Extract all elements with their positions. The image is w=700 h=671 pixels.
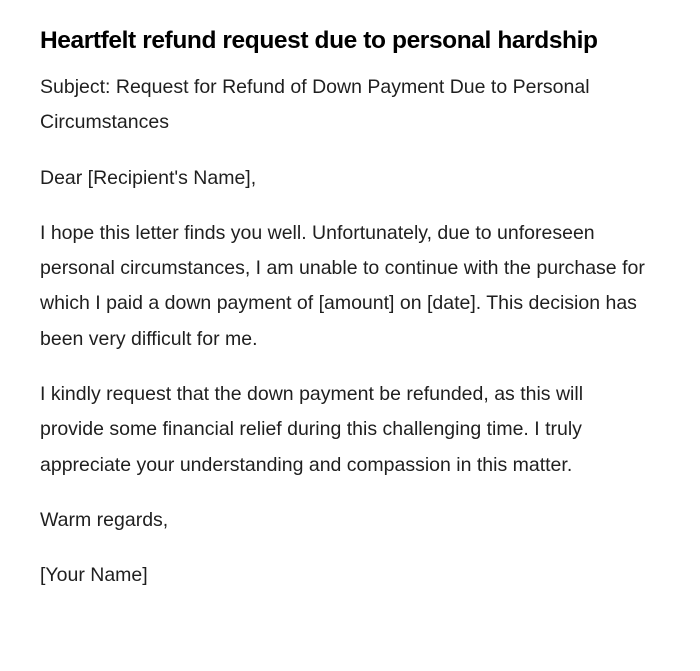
signature: [Your Name] (40, 564, 148, 587)
page-title: Heartfelt refund request due to personal hardship (40, 27, 598, 54)
letter (40, 24, 646, 614)
body-paragraph-1: I hope this letter finds you well. Unfortunately, due to unforeseen personal circumstances, I am unable to continue with the purchase for which I paid a down payment of [amount] on [date]. This decision has been very difficult for me. (40, 221, 645, 350)
body-paragraph-2: I kindly request that the down payment be refunded, as this will provide some financial relief during this challenging time. I truly appreciate your understanding and compassion in this matter. (40, 383, 584, 476)
salutation: Dear [Recipient's Name], (40, 166, 257, 189)
subject-line: Subject: Request for Refund of Down Payment Due to Personal Circumstances (40, 76, 590, 134)
closing: Warm regards, (40, 508, 169, 531)
